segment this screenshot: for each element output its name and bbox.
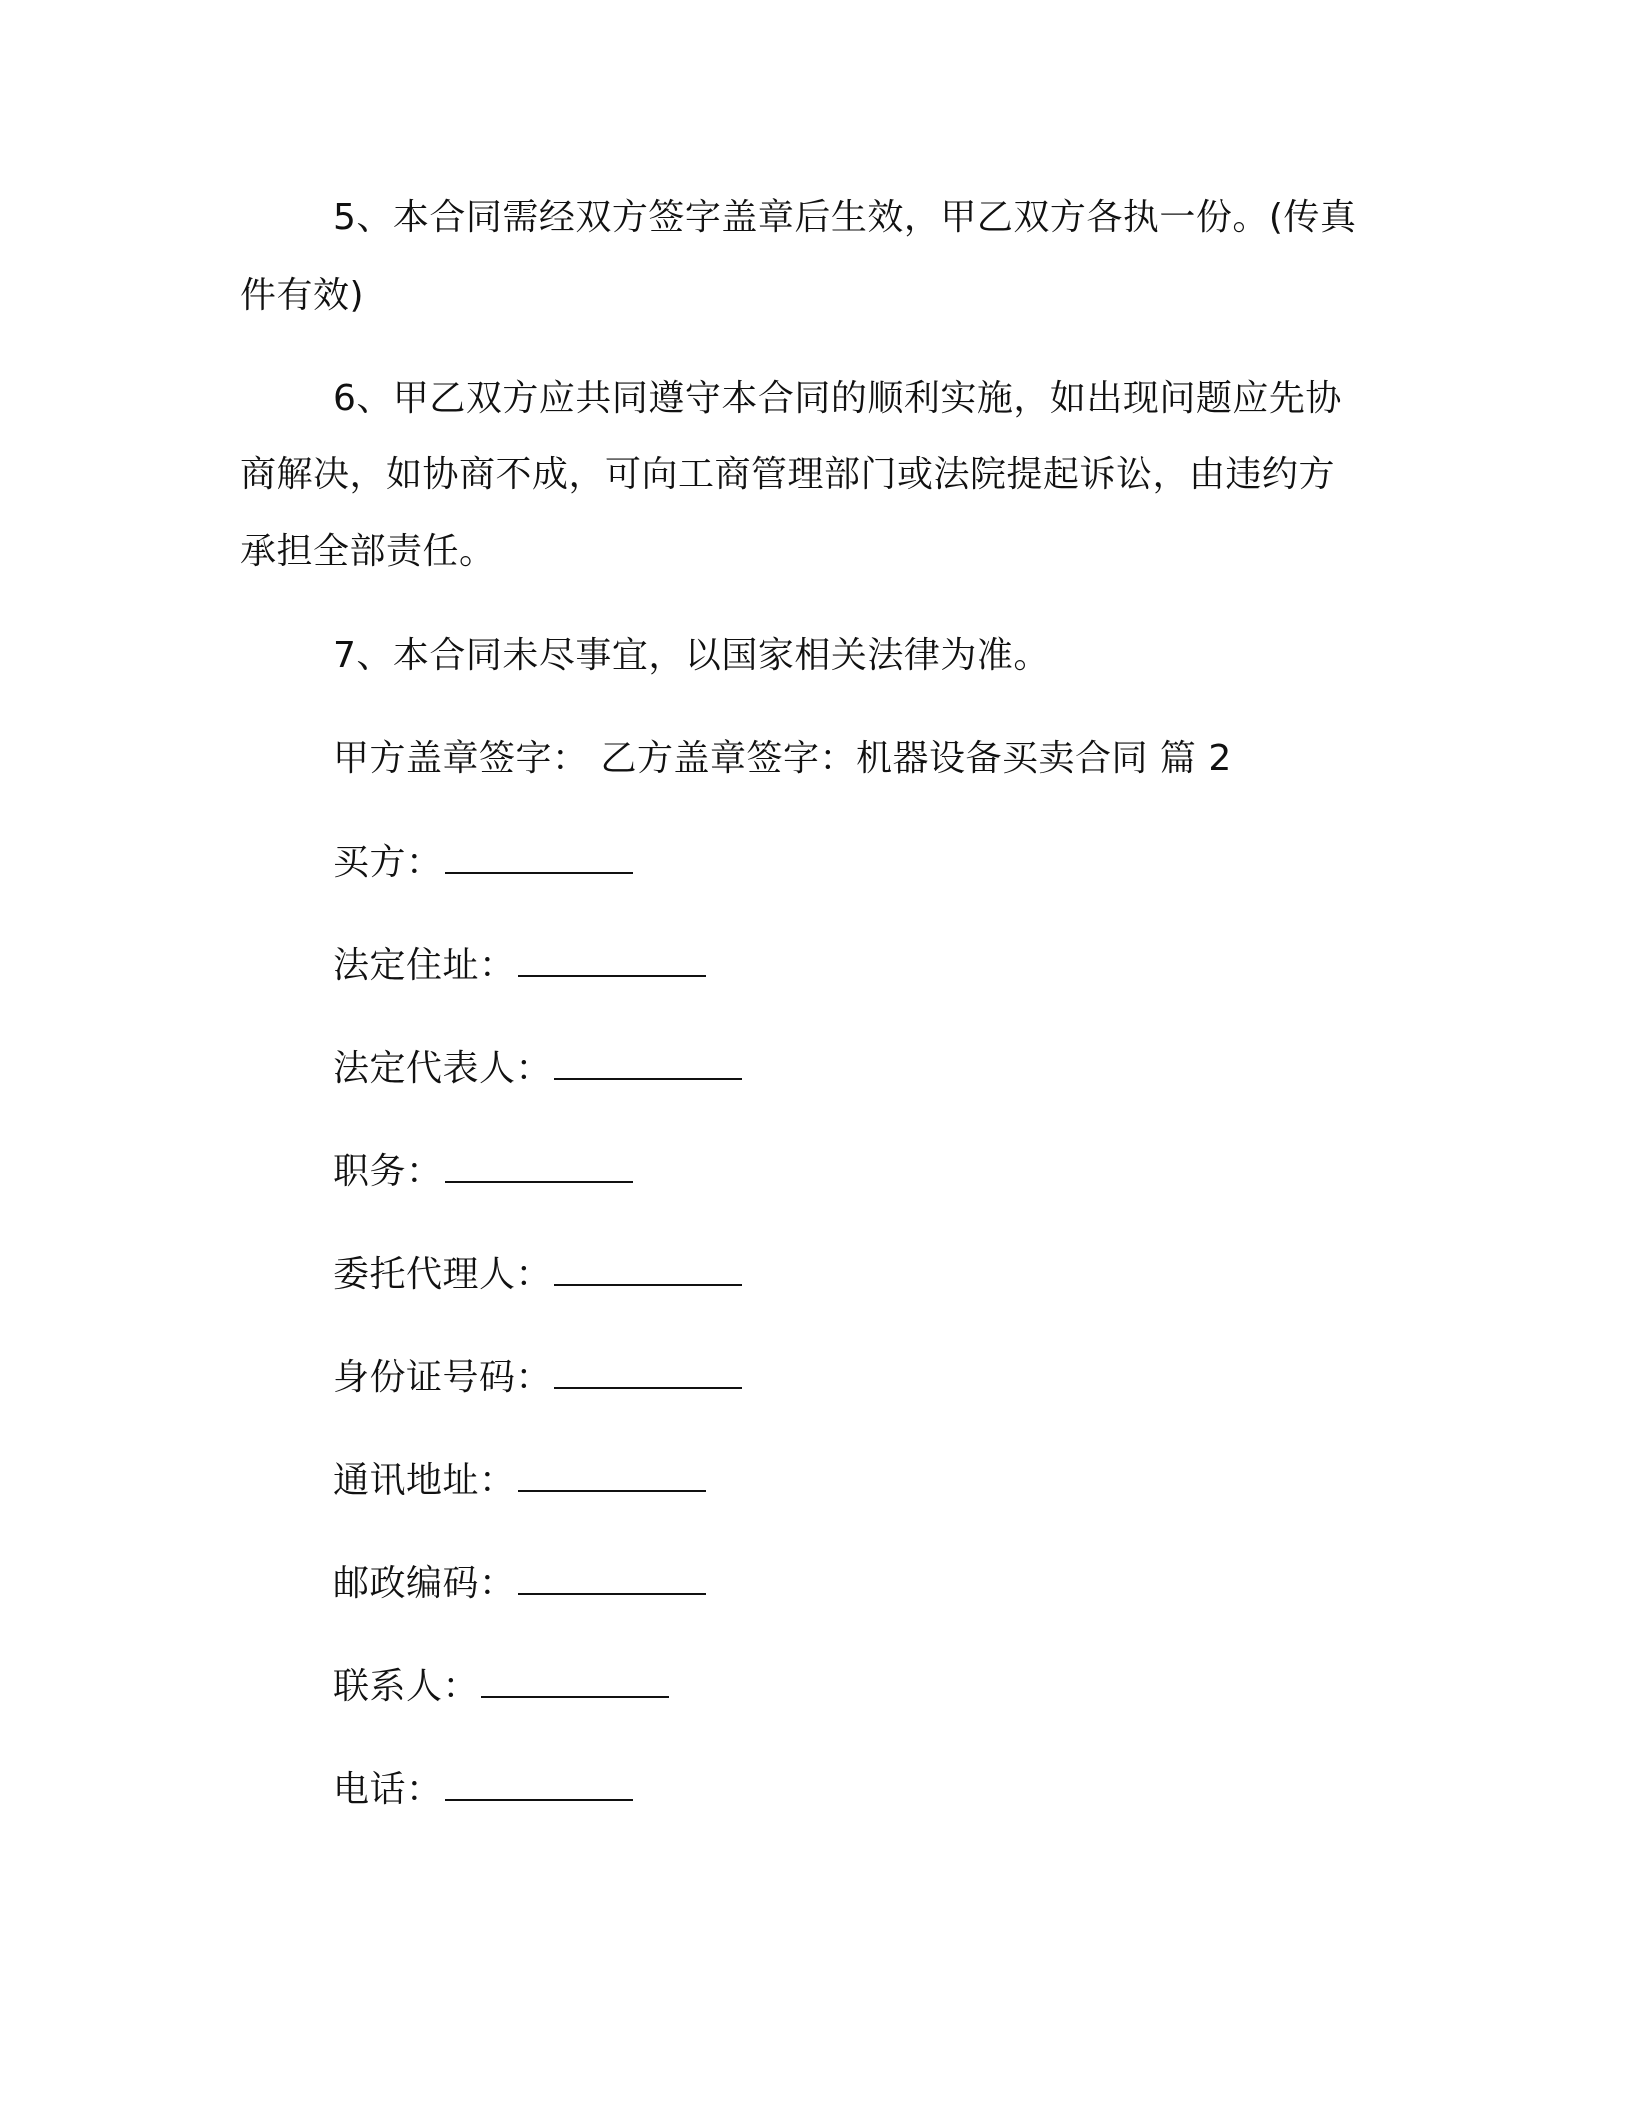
field-label: 委托代理人： — [333, 1254, 553, 1295]
fill-in-blank — [518, 1456, 706, 1492]
field-contact-person — [333, 1662, 669, 1711]
field-legal-address — [333, 941, 706, 990]
field-label: 联系人： — [333, 1666, 480, 1707]
fill-in-blank — [554, 1250, 742, 1286]
clause-7-line-1: 7、本合同未尽事宜，以国家相关法律为准。 — [333, 635, 1050, 676]
fill-in-blank — [445, 838, 633, 874]
clause-5-line-1: 5、本合同需经双方签字盖章后生效，甲乙双方各执一份。(传真 — [333, 197, 1357, 238]
clause-6-line-2: 商解决，如协商不成，可向工商管理部门或法院提起诉讼，由违约方 — [240, 454, 1336, 495]
field-buyer — [333, 838, 633, 887]
field-label: 通讯地址： — [333, 1460, 516, 1501]
field-mailing-address — [333, 1456, 706, 1505]
signature-line: 甲方盖章签字： 乙方盖章签字：机器设备买卖合同 篇 2 — [333, 738, 1232, 779]
field-label: 电话： — [333, 1769, 443, 1810]
field-id-number — [333, 1353, 742, 1402]
field-label: 身份证号码： — [333, 1357, 553, 1398]
field-label: 职务： — [333, 1151, 443, 1192]
field-authorized-agent — [333, 1250, 742, 1299]
fill-in-blank — [554, 1044, 742, 1080]
fill-in-blank — [518, 941, 706, 977]
fill-in-blank — [445, 1765, 633, 1801]
fill-in-blank — [481, 1662, 669, 1698]
field-postal-code — [333, 1559, 706, 1608]
field-label: 邮政编码： — [333, 1563, 516, 1604]
field-label: 法定住址： — [333, 945, 516, 986]
field-phone — [333, 1765, 633, 1814]
field-position — [333, 1147, 633, 1196]
clause-6-line-1: 6、甲乙双方应共同遵守本合同的顺利实施，如出现问题应先协 — [333, 378, 1342, 419]
field-label: 买方： — [333, 842, 443, 883]
clause-6-line-3: 承担全部责任。 — [240, 531, 496, 572]
field-label: 法定代表人： — [333, 1048, 553, 1089]
fill-in-blank — [445, 1147, 633, 1183]
fill-in-blank — [518, 1559, 706, 1595]
field-legal-representative — [333, 1044, 742, 1093]
fill-in-blank — [554, 1353, 742, 1389]
clause-5-line-2: 件有效) — [240, 275, 365, 316]
